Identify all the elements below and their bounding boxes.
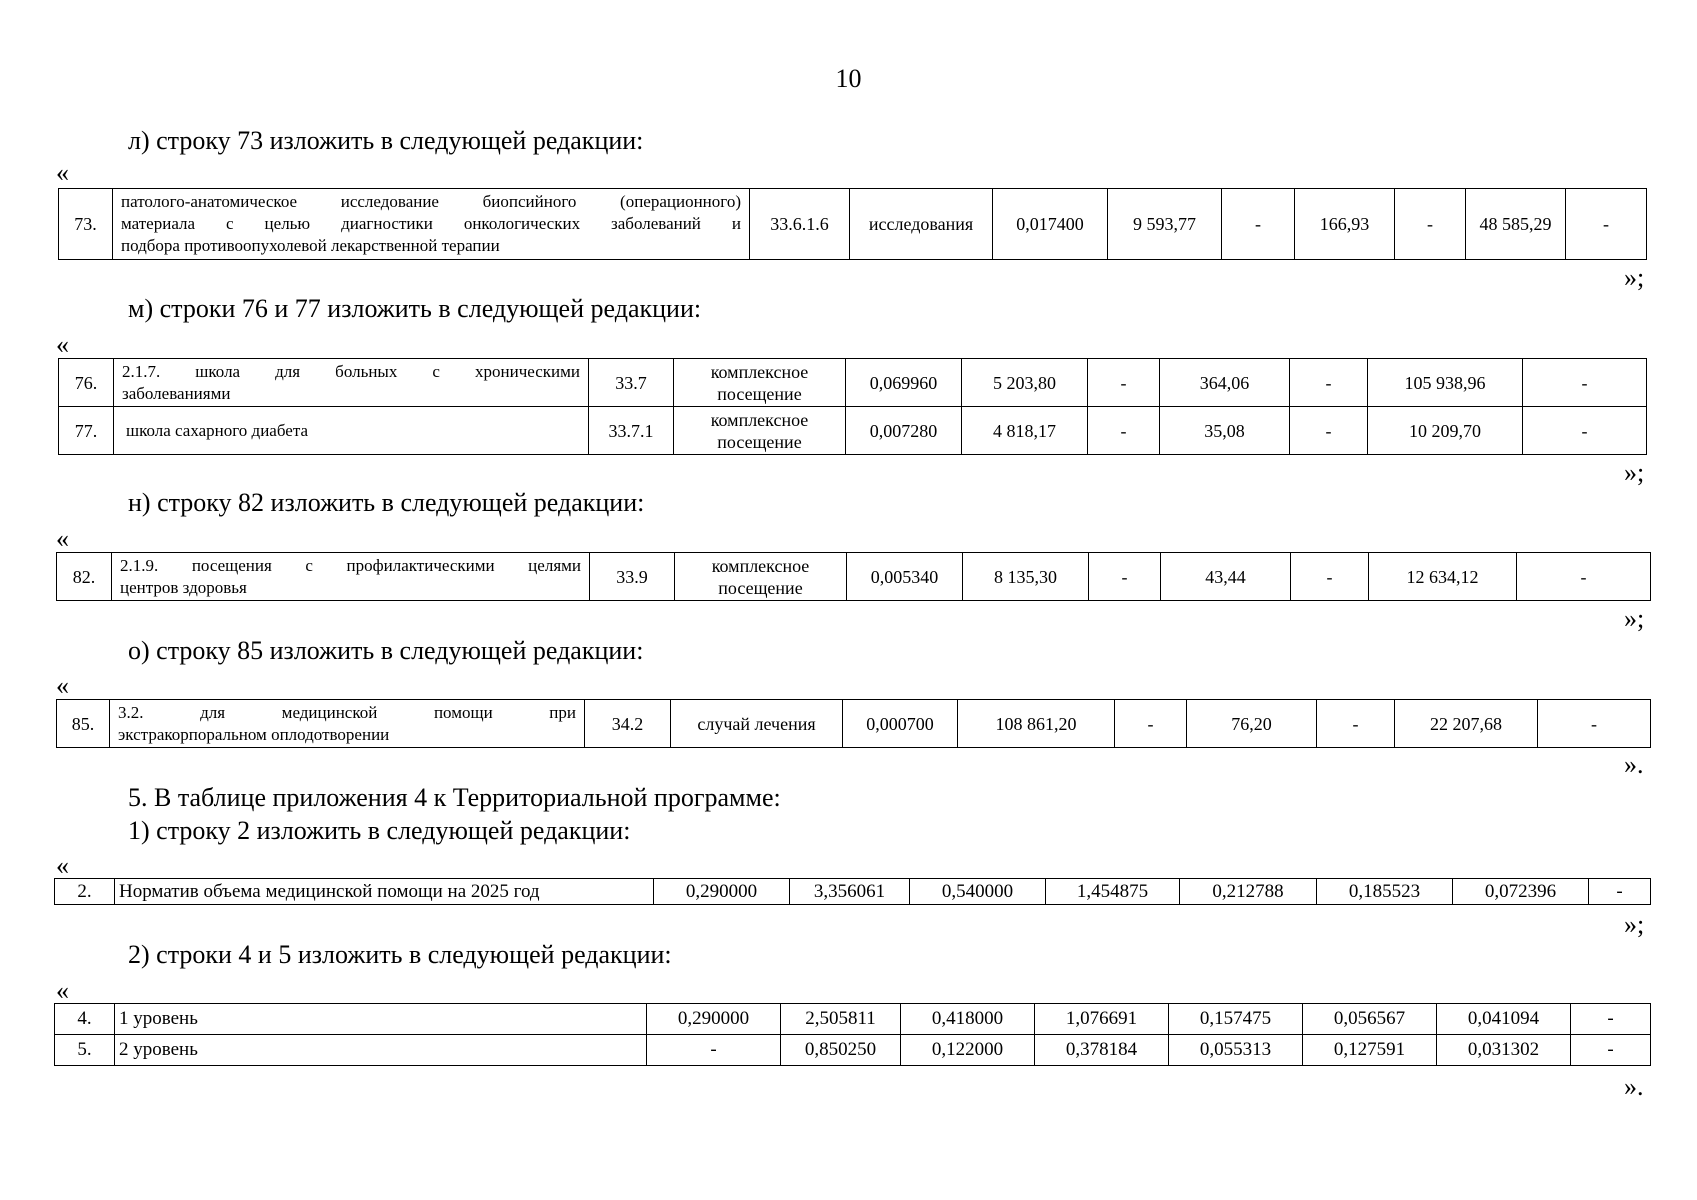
cell: 76,20	[1187, 700, 1317, 748]
cell: 22 207,68	[1395, 700, 1538, 748]
table-row	[59, 407, 1647, 455]
unit-line: посещение	[717, 383, 802, 404]
row-unit: случай лечения	[671, 700, 843, 748]
cell: -	[1517, 553, 1651, 601]
cell: 0,055313	[1169, 1035, 1303, 1066]
cell: -	[1523, 359, 1647, 407]
row-number: 85.	[57, 700, 110, 748]
table-rows-4-5	[54, 1003, 1651, 1066]
row-number: 73.	[59, 189, 113, 260]
cell: 108 861,20	[958, 700, 1115, 748]
cell: 48 585,29	[1466, 189, 1566, 260]
row-unit	[675, 553, 847, 601]
close-quote: »;	[1624, 604, 1645, 633]
cell: -	[1291, 553, 1369, 601]
table-row	[55, 1035, 1651, 1066]
open-quote: «	[56, 158, 69, 187]
cell: 0,005340	[847, 553, 963, 601]
table-row-2	[54, 878, 1651, 905]
table-row-85	[56, 699, 1651, 748]
table-row	[55, 1004, 1651, 1035]
cell: -	[1589, 879, 1651, 905]
unit-line: комплексное	[710, 361, 809, 382]
row-number: 76.	[59, 359, 114, 407]
cell: 0,017400	[993, 189, 1108, 260]
cell: -	[1523, 407, 1647, 455]
cell: 0,418000	[901, 1004, 1035, 1035]
table-row	[59, 189, 1647, 260]
row-label: 1 уровень	[115, 1004, 647, 1035]
cell: 0,007280	[846, 407, 962, 455]
row-code: 33.7.1	[589, 407, 674, 455]
row-unit: исследования	[850, 189, 993, 260]
desc-line: заболеваниями	[122, 383, 231, 403]
page-number: 10	[835, 64, 862, 93]
row-description	[114, 359, 589, 407]
cell: 12 634,12	[1369, 553, 1517, 601]
unit-line: посещение	[718, 577, 803, 598]
close-quote: ».	[1624, 750, 1644, 779]
close-quote: »;	[1624, 458, 1645, 487]
row-code: 33.6.1.6	[750, 189, 850, 260]
table-row	[59, 359, 1647, 407]
section-heading-o: о) строку 85 изложить в следующей редакции:	[128, 636, 644, 665]
row-number: 5.	[55, 1035, 115, 1066]
table-row-73	[58, 188, 1647, 260]
cell: 43,44	[1161, 553, 1291, 601]
cell: 0,041094	[1437, 1004, 1571, 1035]
table-row	[57, 553, 1651, 601]
cell: 166,93	[1295, 189, 1395, 260]
subsection-heading-1: 1) строку 2 изложить в следующей редакции:	[128, 816, 631, 845]
open-quote: «	[56, 976, 69, 1005]
close-quote: »;	[1624, 910, 1645, 939]
section-heading-n: н) строку 82 изложить в следующей редакции:	[128, 488, 645, 517]
cell: 0,000700	[843, 700, 958, 748]
desc-line: подбора противоопухолевой лекарственной терапии	[121, 236, 500, 255]
cell: -	[1571, 1035, 1651, 1066]
open-quote: «	[56, 524, 69, 553]
cell: 0,290000	[654, 879, 790, 905]
cell: 0,056567	[1303, 1004, 1437, 1035]
table-row	[55, 879, 1651, 905]
cell: 0,290000	[647, 1004, 781, 1035]
row-description	[113, 189, 750, 260]
desc-line: материала с целью диагностики онкологических заболеваний и	[121, 214, 741, 233]
cell: 5 203,80	[962, 359, 1088, 407]
cell: -	[1089, 553, 1161, 601]
row-label: Норматив объема медицинской помощи на 2025 год	[115, 879, 654, 905]
table-row	[57, 700, 1651, 748]
cell: 4 818,17	[962, 407, 1088, 455]
cell: 0,122000	[901, 1035, 1035, 1066]
desc-line: 2.1.7. школа для больных с хроническими	[122, 361, 580, 381]
cell: 9 593,77	[1108, 189, 1222, 260]
close-quote: ».	[1624, 1072, 1644, 1101]
section-heading-5: 5. В таблице приложения 4 к Территориальной программе:	[128, 783, 781, 812]
row-number: 2.	[55, 879, 115, 905]
cell: 8 135,30	[963, 553, 1089, 601]
cell: 3,356061	[790, 879, 910, 905]
cell: -	[1571, 1004, 1651, 1035]
cell: -	[1222, 189, 1295, 260]
cell: 0,540000	[910, 879, 1046, 905]
cell: 0,127591	[1303, 1035, 1437, 1066]
table-row-82	[56, 552, 1651, 601]
cell: 0,212788	[1180, 879, 1317, 905]
cell: -	[1317, 700, 1395, 748]
desc-line: патолого-анатомическое исследование биопсийного (операционного)	[121, 192, 741, 211]
row-code: 33.7	[589, 359, 674, 407]
row-label: 2 уровень	[115, 1035, 647, 1066]
cell: -	[1115, 700, 1187, 748]
cell: 1,454875	[1046, 879, 1180, 905]
cell: 0,185523	[1317, 879, 1453, 905]
row-description: школа сахарного диабета	[114, 407, 589, 455]
cell: -	[1566, 189, 1647, 260]
cell: 10 209,70	[1368, 407, 1523, 455]
desc-line: 3.2. для медицинской помощи при	[118, 702, 576, 722]
open-quote: «	[56, 330, 69, 359]
unit-line: комплексное	[711, 555, 810, 576]
cell: -	[1088, 407, 1160, 455]
cell: 35,08	[1160, 407, 1290, 455]
cell: -	[1538, 700, 1651, 748]
cell: 1,076691	[1035, 1004, 1169, 1035]
cell: 2,505811	[781, 1004, 901, 1035]
cell: 105 938,96	[1368, 359, 1523, 407]
cell: -	[1395, 189, 1466, 260]
cell: 0,850250	[781, 1035, 901, 1066]
open-quote: «	[56, 671, 69, 700]
row-number: 4.	[55, 1004, 115, 1035]
cell: -	[1088, 359, 1160, 407]
cell: -	[1290, 359, 1368, 407]
desc-line: центров здоровья	[120, 577, 247, 597]
row-description	[110, 700, 585, 748]
row-unit	[674, 407, 846, 455]
unit-line: комплексное	[710, 409, 809, 430]
subsection-heading-2: 2) строки 4 и 5 изложить в следующей редакции:	[128, 940, 672, 969]
section-heading-l: л) строку 73 изложить в следующей редакции:	[128, 126, 644, 155]
row-number: 77.	[59, 407, 114, 455]
row-code: 34.2	[585, 700, 671, 748]
cell: 0,072396	[1453, 879, 1589, 905]
unit-line: посещение	[717, 431, 802, 452]
cell: 364,06	[1160, 359, 1290, 407]
desc-line: 2.1.9. посещения с профилактическими целями	[120, 555, 581, 575]
table-rows-76-77	[58, 358, 1647, 455]
desc-line: экстракорпоральном оплодотворении	[118, 724, 390, 744]
row-code: 33.9	[590, 553, 675, 601]
cell: 0,069960	[846, 359, 962, 407]
cell: 0,031302	[1437, 1035, 1571, 1066]
row-number: 82.	[57, 553, 112, 601]
section-heading-m: м) строки 76 и 77 изложить в следующей редакции:	[128, 294, 702, 323]
cell: 0,378184	[1035, 1035, 1169, 1066]
row-description	[112, 553, 590, 601]
cell: -	[1290, 407, 1368, 455]
open-quote: «	[56, 851, 69, 880]
cell: -	[647, 1035, 781, 1066]
close-quote: »;	[1624, 263, 1645, 292]
row-unit	[674, 359, 846, 407]
cell: 0,157475	[1169, 1004, 1303, 1035]
